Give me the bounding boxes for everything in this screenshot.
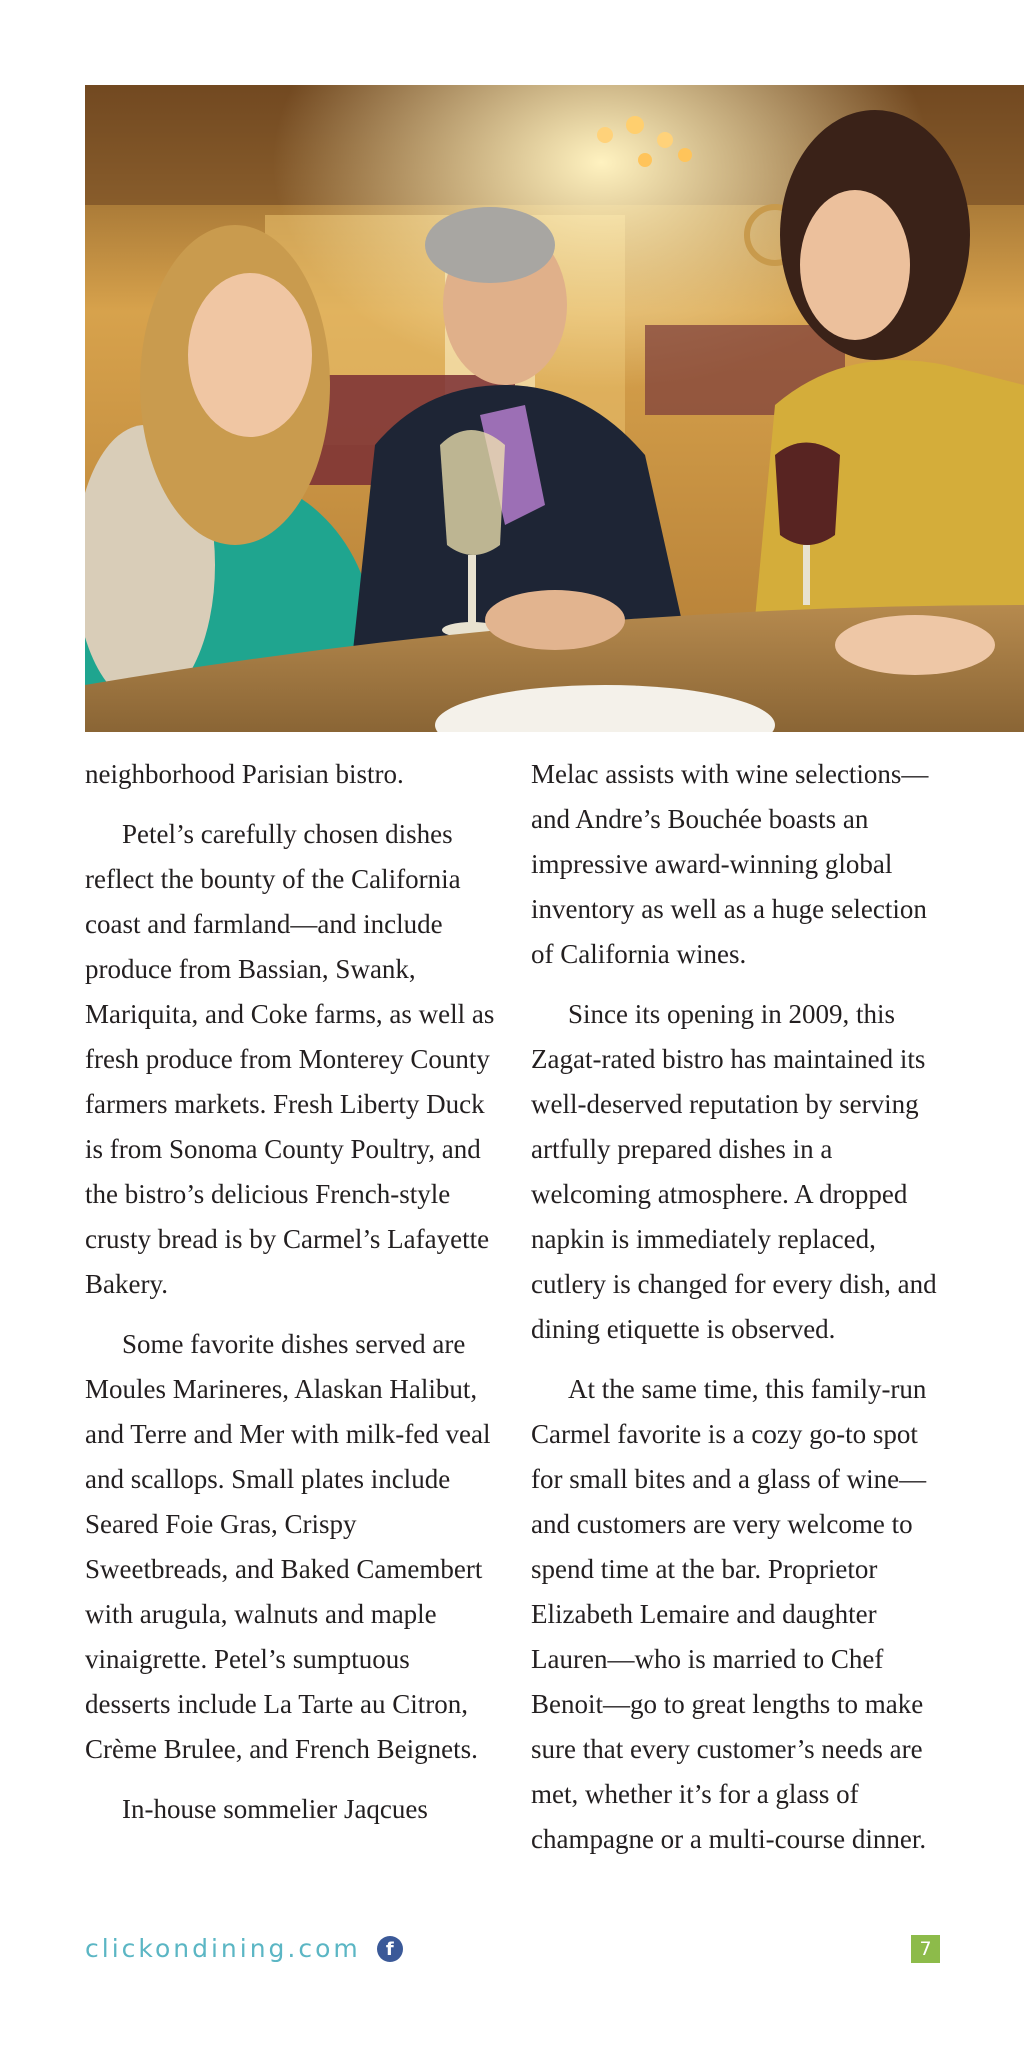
paragraph: Since its opening in 2009, this Zagat-rated bistro has maintained its well-deserved reputation by serving artfully prepared dishes in a welcoming atmosphere. A dropped napkin is immediately replaced, cutlery is changed for every dish, and dining etiquette is observed.	[531, 999, 937, 1344]
footer	[85, 1934, 403, 1963]
paragraph: At the same time, this family-run Carmel favorite is a cozy go-to spot for small bites and a glass of wine—and customers are very welcome to spend time at the bar. Proprietor Elizabeth Lemaire and daughter Lauren—who is married to Chef Benoit—go to great lengths to make sure that every customer’s needs are met, whether it’s for a glass of champagne or a multi-course dinner.	[531, 1374, 927, 1854]
restaurant-photo-illustration	[85, 85, 1024, 732]
paragraph: Melac assists with wine selections—and Andre’s Bouchée boasts an impressive award-winning global inventory as well as a huge selection of California wines.	[531, 759, 929, 969]
paragraph: neighborhood Parisian bistro.	[85, 759, 404, 789]
left-column	[85, 752, 500, 1847]
site-link[interactable]: clickondining.com	[85, 1934, 361, 1963]
paragraph: Petel’s carefully chosen dishes reflect the bounty of the California coast and farmland—and include produce from Bassian, Swank, Mariquita, and Coke farms, as well as fresh produce from Monterey County farmers markets. Fresh Liberty Duck is from Sonoma County Poultry, and the bistro’s delicious French-style crusty bread is by Carmel’s Lafayette Bakery.	[85, 819, 495, 1299]
paragraph: Some favorite dishes served are Moules Marineres, Alaskan Halibut, and Terre and Mer with milk-fed veal and scallops. Small plates include Seared Foie Gras, Crispy Sweetbreads, and Baked Camembert with arugula, walnuts and maple vinaigrette. Petel’s sumptuous desserts include La Tarte au Citron, Crème Brulee, and French Beignets.	[85, 1329, 491, 1764]
right-column	[531, 752, 951, 1877]
paragraph: In-house sommelier Jaqcues	[122, 1794, 428, 1824]
facebook-icon[interactable]: f	[377, 1936, 403, 1962]
restaurant-photo	[85, 85, 1024, 732]
page-number: 7	[911, 1935, 940, 1963]
